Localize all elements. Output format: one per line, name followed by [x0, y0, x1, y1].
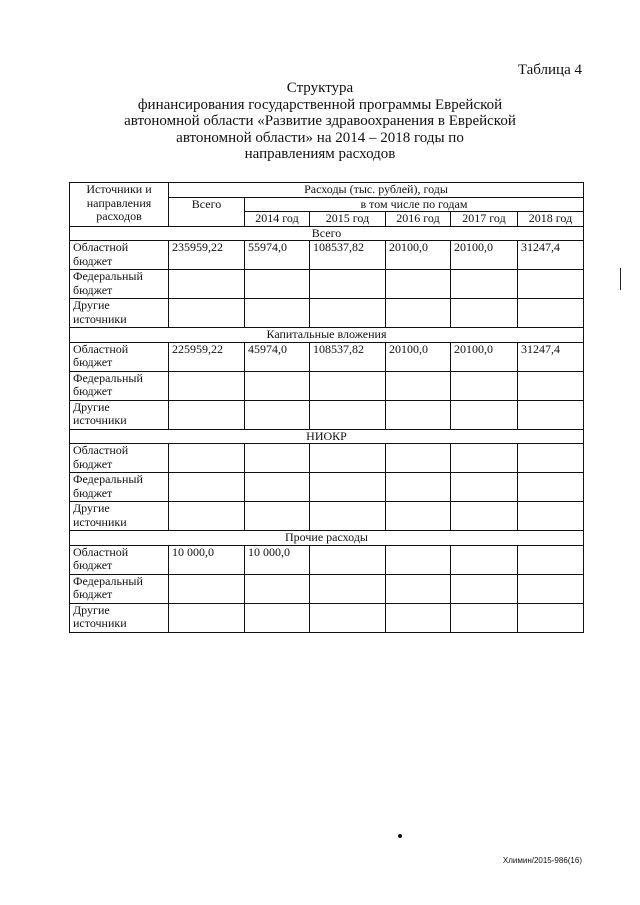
value-cell [310, 444, 386, 473]
value-cell: 108537,82 [310, 241, 386, 270]
caption-line: Структура [286, 80, 354, 96]
row-label: Федеральный бюджет [70, 371, 169, 400]
header-total: Всего [169, 197, 245, 226]
value-cell [245, 371, 310, 400]
value-cell [518, 473, 584, 502]
value-cell [518, 270, 584, 299]
header-year: 2016 год [386, 212, 451, 227]
value-cell [310, 299, 386, 328]
table-row [70, 270, 584, 299]
section-title: НИОКР [70, 429, 584, 444]
value-cell [518, 603, 584, 632]
header-expenses: Расходы (тыс. рублей), годы [169, 183, 584, 198]
value-cell [245, 400, 310, 429]
value-cell [245, 473, 310, 502]
value-cell [386, 444, 451, 473]
table-row [70, 574, 584, 603]
value-cell [169, 400, 245, 429]
value-cell [310, 502, 386, 531]
value-cell [386, 270, 451, 299]
value-cell [245, 299, 310, 328]
section-title: Прочие расходы [70, 531, 584, 546]
value-cell [169, 371, 245, 400]
value-cell [518, 371, 584, 400]
table-row [70, 545, 584, 574]
value-cell: 20100,0 [451, 241, 518, 270]
value-cell: 20100,0 [386, 342, 451, 371]
row-label: Областной бюджет [70, 342, 169, 371]
section-row [70, 226, 584, 241]
margin-mark [620, 268, 621, 290]
value-cell [245, 603, 310, 632]
value-cell [386, 603, 451, 632]
value-cell: 10 000,0 [245, 545, 310, 574]
table-row [70, 342, 584, 371]
value-cell [245, 270, 310, 299]
value-cell [451, 473, 518, 502]
value-cell: 31247,4 [518, 241, 584, 270]
value-cell [518, 502, 584, 531]
financing-table [69, 182, 584, 633]
value-cell [451, 299, 518, 328]
section-title: Капитальные вложения [70, 328, 584, 343]
section-title: Всего [70, 226, 584, 241]
value-cell: 20100,0 [386, 241, 451, 270]
value-cell [310, 574, 386, 603]
header-year: 2017 год [451, 212, 518, 227]
value-cell [386, 299, 451, 328]
table-row [70, 400, 584, 429]
value-cell [386, 400, 451, 429]
table-row [70, 371, 584, 400]
value-cell [386, 574, 451, 603]
value-cell: 55974,0 [245, 241, 310, 270]
caption-line: направлениям расходов [244, 146, 396, 162]
header-by-years: в том числе по годам [245, 197, 584, 212]
value-cell [518, 299, 584, 328]
header-year: 2014 год [245, 212, 310, 227]
footer-code: Хлимин/2015-986(16) [502, 856, 582, 865]
value-cell [518, 444, 584, 473]
row-label: Другие источники [70, 400, 169, 429]
value-cell: 20100,0 [451, 342, 518, 371]
caption-line: автономной области» на 2014 – 2018 годы по [176, 129, 464, 146]
value-cell [451, 603, 518, 632]
value-cell [518, 545, 584, 574]
table-number: Таблица 4 [517, 62, 582, 78]
value-cell: 225959,22 [169, 342, 245, 371]
table-row [70, 502, 584, 531]
caption-line: финансирования государственной программы Еврейской [137, 96, 503, 113]
value-cell [245, 574, 310, 603]
value-cell [310, 371, 386, 400]
value-cell [451, 545, 518, 574]
value-cell [451, 574, 518, 603]
row-label: Областной бюджет [70, 241, 169, 270]
table-row [70, 299, 584, 328]
table-row [70, 603, 584, 632]
value-cell [245, 502, 310, 531]
value-cell [451, 270, 518, 299]
table-row [70, 241, 584, 270]
table-row [70, 444, 584, 473]
value-cell: 31247,4 [518, 342, 584, 371]
row-label: Федеральный бюджет [70, 473, 169, 502]
value-cell [451, 371, 518, 400]
value-cell [386, 502, 451, 531]
value-cell [386, 473, 451, 502]
row-label: Областной бюджет [70, 444, 169, 473]
row-label: Другие источники [70, 502, 169, 531]
value-cell [169, 603, 245, 632]
value-cell [169, 270, 245, 299]
section-row [70, 328, 584, 343]
value-cell: 235959,22 [169, 241, 245, 270]
value-cell [245, 444, 310, 473]
value-cell [451, 444, 518, 473]
value-cell [310, 603, 386, 632]
value-cell: 45974,0 [245, 342, 310, 371]
caption-line: автономной области «Развитие здравоохранения в Еврейской [124, 113, 516, 129]
value-cell: 108537,82 [310, 342, 386, 371]
ink-dot [397, 833, 402, 838]
value-cell [169, 299, 245, 328]
section-row [70, 429, 584, 444]
value-cell [310, 545, 386, 574]
value-cell [518, 400, 584, 429]
header-year: 2015 год [310, 212, 386, 227]
section-row [70, 531, 584, 546]
value-cell [386, 545, 451, 574]
table-row [70, 473, 584, 502]
value-cell [310, 400, 386, 429]
header-sources: Источники и направления расходов [70, 183, 169, 227]
value-cell [169, 574, 245, 603]
row-label: Федеральный бюджет [70, 574, 169, 603]
row-label: Другие источники [70, 603, 169, 632]
value-cell [169, 444, 245, 473]
table-caption [120, 80, 520, 163]
header-year: 2018 год [518, 212, 584, 227]
value-cell [169, 473, 245, 502]
value-cell [169, 502, 245, 531]
row-label: Другие источники [70, 299, 169, 328]
value-cell [451, 502, 518, 531]
value-cell [310, 473, 386, 502]
value-cell [386, 371, 451, 400]
row-label: Федеральный бюджет [70, 270, 169, 299]
row-label: Областной бюджет [70, 545, 169, 574]
value-cell [518, 574, 584, 603]
value-cell [451, 400, 518, 429]
value-cell: 10 000,0 [169, 545, 245, 574]
value-cell [310, 270, 386, 299]
